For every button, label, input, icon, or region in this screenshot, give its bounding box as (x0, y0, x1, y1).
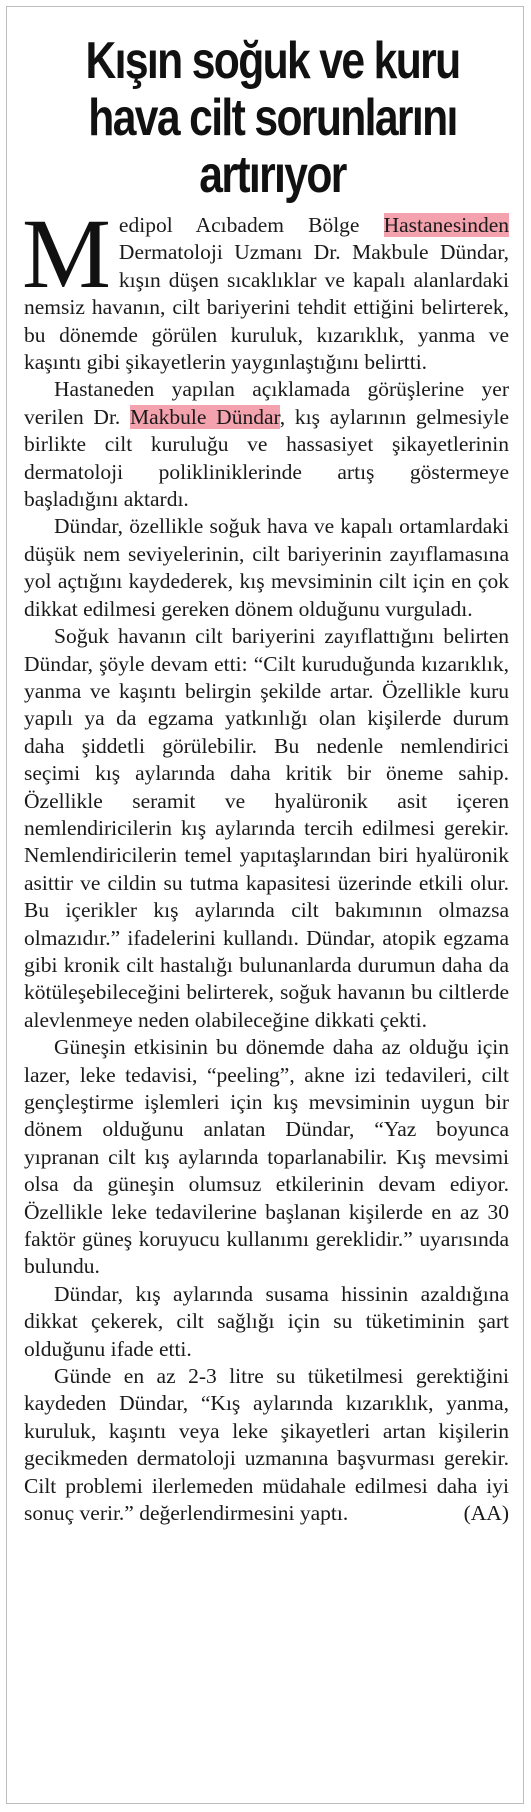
paragraph-7-text: Günde en az 2-3 litre su tüketilmesi gerektiğini kaydeden Dündar, “Kış aylarında kızarıklık, yanma, kuruluk, kaşıntı veya leke şikayetleri artan kişilerin gecikmeden dermatoloji uzmanına başvurması gerekir. Cilt problemi ilerlemeden müdahale edilmesi daha iyi sonuç verir.” değerlendirmesini yaptı. (24, 1364, 509, 1526)
headline: Kışın soğuk ve kuru hava cilt sorunlarını artırıyor (85, 32, 460, 204)
paragraph-2-text-b: , kış aylarının gelmesiyle birlikte cilt kuruluğu ve hassasiyet şikayetlerinin dermatoloji polikliniklerinde artış göstermeye başladığını aktardı. (24, 404, 509, 512)
drop-cap: M (22, 198, 111, 309)
article-body (22, 198, 509, 1528)
highlight-hospital: Hastanesinden (383, 213, 509, 237)
paragraph-4: Soğuk havanın cilt bariyerini zayıflattığını belirten Dündar, şöyle devam etti: “Cilt kuruduğunda kızarıklık, yanma ve kaşıntı belirgin şekilde artar. Özellikle kuru yapılı ya da egzama yatkınlığı olan kişilerde durum daha şiddetli görülebilir. Bu nedenle nemlendirici seçimi kış aylarında daha kritik bir öneme sahip. Özellikle seramit ve hyalüronik asit içeren nemlendiricilerin kış aylarında tercih edilmesi gerekir. Nemlendiricilerin temel yapıtaşlarından biri hyalüronik asittir ve cildin su tutma kapasitesi üzerinde etkili olur. Bu içerikler kış aylarında cilt bakımının olmazsa olmazıdır.” ifadelerini kullandı. Dündar, atopik egzama gibi kronik cilt hastalığı bulunanlarda durumun daha da kötüleşebileceğini belirterek, soğuk havanın bu ciltlerde alevlenmeye neden olabileceğine dikkati çekti. (24, 624, 509, 1032)
paragraph-1-text-a: edipol Acıbadem Bölge (118, 213, 384, 237)
paragraph-2-text-a: Hastaneden yapılan açıklamada görüşlerine yer verilen Dr. (24, 377, 509, 429)
highlight-doctor-name: Makbule Dündar (130, 404, 280, 429)
paragraph-3: Dündar, özellikle soğuk hava ve kapalı ortamlardaki düşük nem seviyelerinin, cilt bariyerinin zayıflamasına yol açtığını kaydederek, kış mevsiminin cilt için en çok dikkat edilmesi gereken dönem olduğunu vurguladı. (24, 514, 509, 621)
paragraph-2 (24, 376, 509, 513)
source-credit: (AA) (463, 1501, 509, 1526)
paragraph-1 (22, 198, 509, 376)
paragraph-6: Dündar, kış aylarında susama hissinin azaldığına dikkat çekerek, cilt sağlığı için su tüketiminin şart olduğunu ifade etti. (24, 1281, 509, 1361)
paragraph-5: Güneşin etkisinin bu dönemde daha az olduğu için lazer, leke tedavisi, “peeling”, akne izi tedavileri, cilt gençleştirme işlemleri için kış mevsiminin uygun bir dönem olduğunu anlatan Dündar, “Yaz boyunca yıpranan cilt kış aylarında toparlanabilir. Kış mevsimi olsa da güneşin olumsuz etkilerinin devam ediyor. Özellikle leke tedavilerine başlanan kişilerde en az 30 faktör güneş koruyucu kullanımı gereklidir.” uyarısında bulundu. (24, 1035, 509, 1279)
paragraph-7 (24, 1363, 509, 1527)
paragraph-1-text-b: Dermatoloji Uzmanı Dr. Makbule Dündar, kışın düşen sıcaklıklar ve kapalı alanlardaki nemsiz havanın, cilt bariyerini tehdit ettiğini belirterek, bu dönemde görülen kuruluk, kızarıklık, yanma ve kaşıntı gibi şikayetlerin yaygınlaştığını belirtti. (24, 240, 509, 375)
